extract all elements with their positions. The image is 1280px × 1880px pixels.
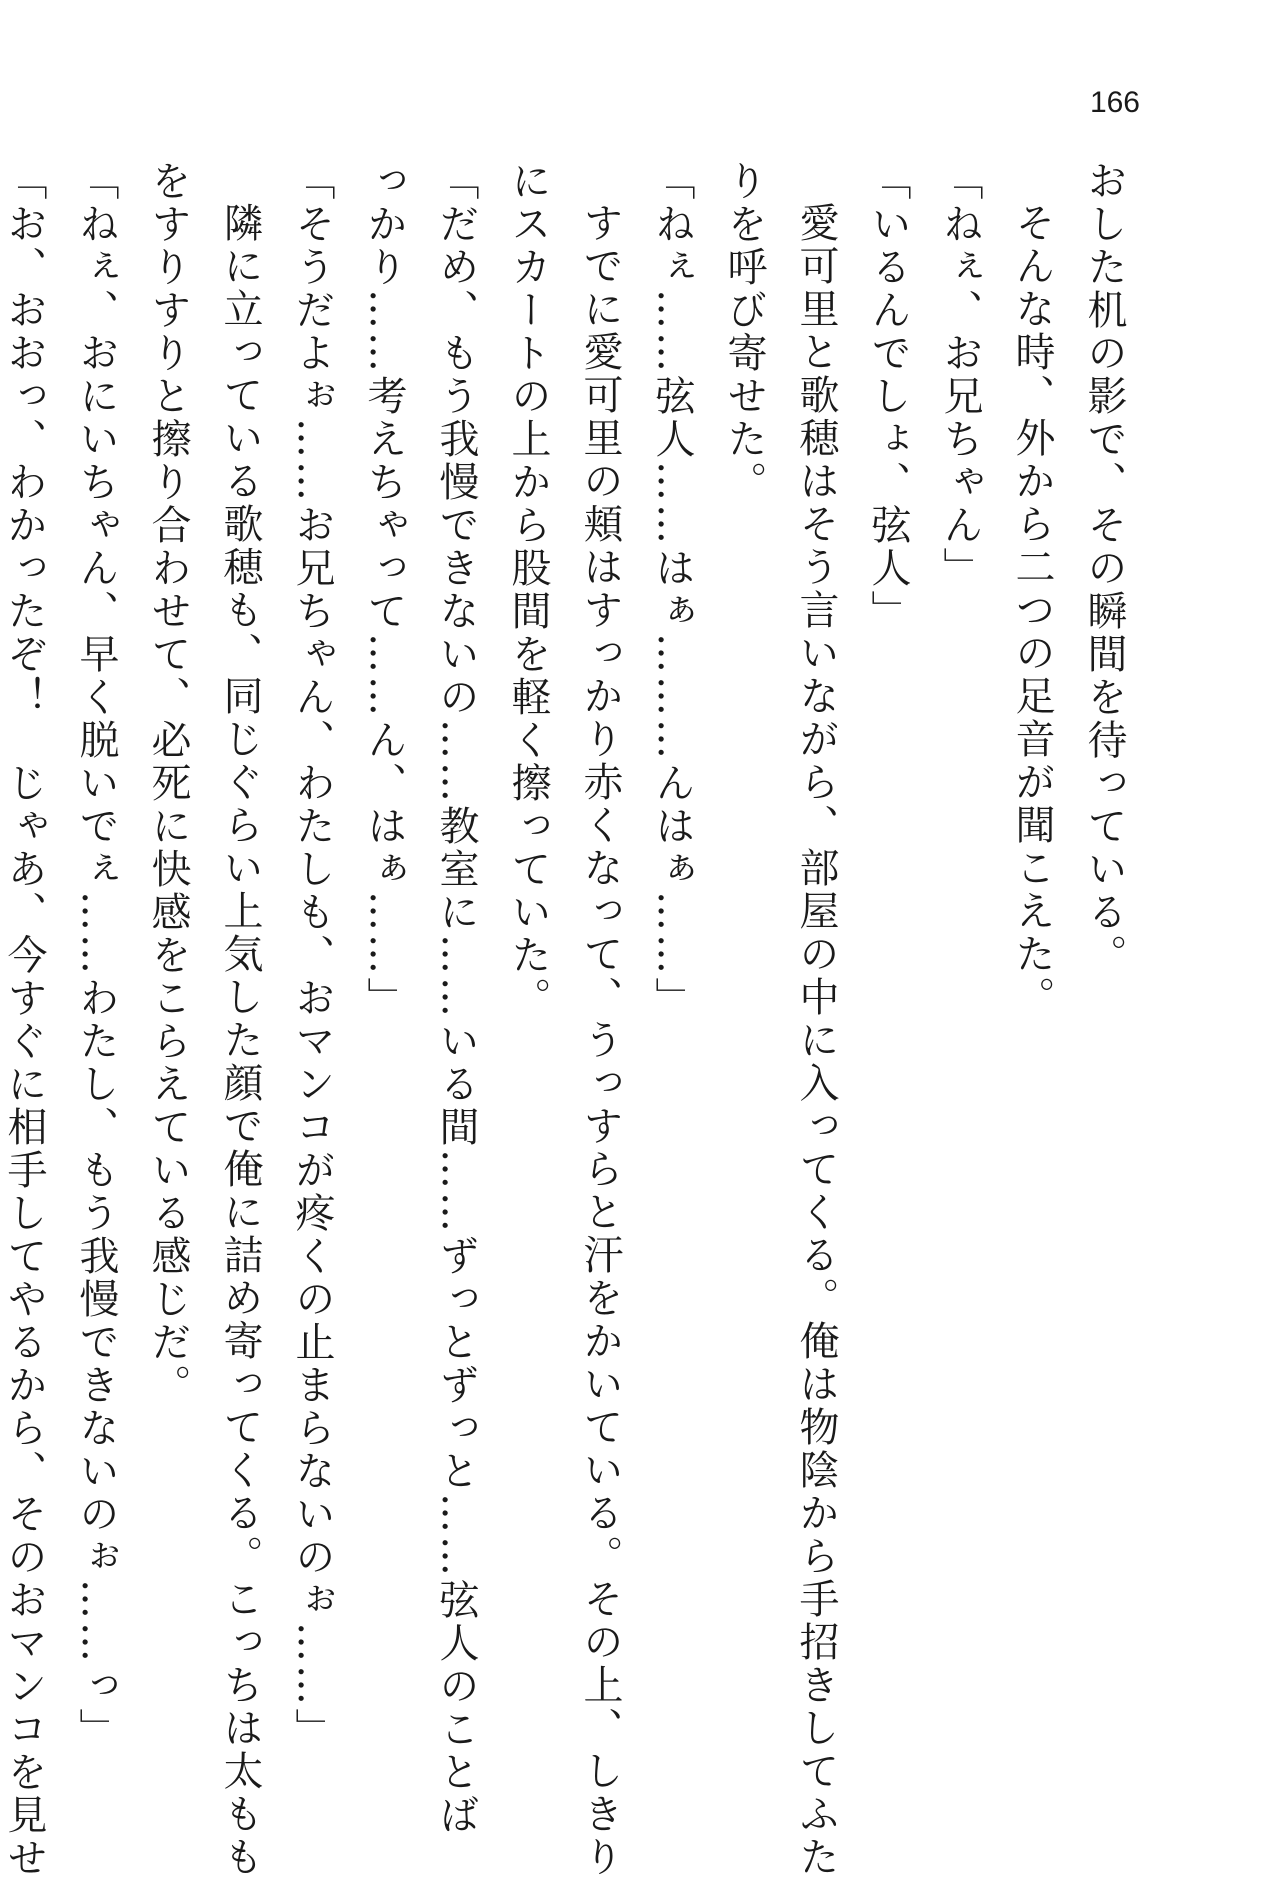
text-line: そんな時、外から二つの足音が聞こえた。 (1009, 202, 1055, 1019)
text-line: にスカートの上から股間を軽く擦っていた。 (505, 160, 551, 1020)
text-line: 「お、おおっ、わかったぞ！ じゃあ、今すぐに相手してやるから、そのおマンコを見せ (1, 160, 47, 1880)
text-line: 「ねぇ、おにいちゃん、早く脱いでぇ……わたし、もう我慢できないのぉ……っ」 (73, 160, 119, 1751)
text-line: 「そうだよぉ……お兄ちゃん、わたしも、おマンコが疼くの止まらないのぉ……」 (289, 160, 335, 1751)
text-line: すでに愛可里の頬はすっかり赤くなって、うっすらと汗をかいている。その上、しきり (577, 202, 623, 1879)
text-line: 「いるんでしょ、弦人」 (865, 160, 911, 633)
text-line: 愛可里と歌穂はそう言いながら、部屋の中に入ってくる。俺は物陰から手招きしてふた (793, 202, 839, 1879)
text-line: 「ねぇ、お兄ちゃん」 (937, 160, 983, 590)
page-number: 166 (1089, 86, 1140, 119)
text-line: 「だめ、もう我慢できないの……教室に……いる間……ずっとずっと……弦人のことば (433, 160, 479, 1837)
text-line: おした机の影で、その瞬間を待っている。 (1081, 160, 1127, 977)
text-line: りを呼び寄せた。 (721, 160, 767, 504)
body-text (1, 160, 1140, 1880)
text-line: っかり……考えちゃって……ん、はぁ……」 (361, 160, 407, 1020)
text-line: をすりすりと擦り合わせて、必死に快感をこらえている感じだ。 (145, 160, 191, 1407)
text-line: 隣に立っている歌穂も、同じぐらい上気した顔で俺に詰め寄ってくる。こっちは太もも (217, 202, 263, 1879)
text-line: 「ねぇ……弦人……はぁ………んはぁ……」 (649, 160, 695, 1020)
